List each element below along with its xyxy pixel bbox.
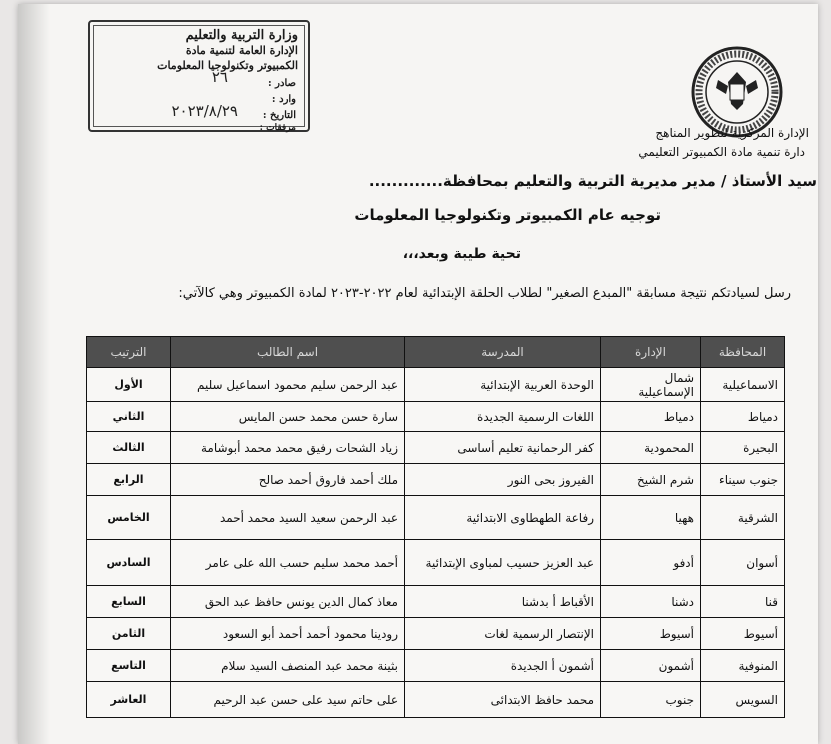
cell-school: الأقباط أ بدشنا: [405, 586, 601, 618]
cell-governorate: البحيرة: [701, 432, 785, 464]
cell-rank: السابع: [87, 586, 171, 618]
cell-administration: أدفو: [601, 540, 701, 586]
cell-governorate: قنا: [701, 586, 785, 618]
table-row: [87, 496, 785, 540]
cell-student-name: رودينا محمود أحمد أحمد أبو السعود: [171, 618, 405, 650]
results-table: [86, 336, 785, 718]
cell-school: محمد حافظ الابتدائى: [405, 682, 601, 718]
table-row: [87, 540, 785, 586]
header-rank: الترتيب: [87, 337, 171, 368]
cell-rank: التاسع: [87, 650, 171, 682]
cell-student-name: ملك أحمد فاروق أحمد صالح: [171, 464, 405, 496]
cell-student-name: أحمد محمد سليم حسب الله على عامر: [171, 540, 405, 586]
cell-governorate: أسوان: [701, 540, 785, 586]
cell-rank: الرابع: [87, 464, 171, 496]
cell-administration: أسيوط: [601, 618, 701, 650]
cell-school: الفيروز بحى النور: [405, 464, 601, 496]
table-row: [87, 464, 785, 496]
cell-student-name: سارة حسن محمد حسن المايس: [171, 402, 405, 432]
cell-student-name: معاذ كمال الدين يونس حافظ عبد الحق: [171, 586, 405, 618]
cell-governorate: الشرقية: [701, 496, 785, 540]
intro-paragraph: رسل لسيادتكم نتيجة مسابقة "المبدع الصغير" لطلاب الحلقة الإبتدائية لعام ٢٠٢٢-٢٠٢٣ لمادة الكمبيوتر وهي كالآتي:: [178, 286, 791, 301]
table-row: [87, 402, 785, 432]
cell-rank: الثالث: [87, 432, 171, 464]
cell-rank: الثامن: [87, 618, 171, 650]
stamp-number-handwritten: ٢٦: [211, 68, 228, 86]
header-department-1: الإدارة المركزية لتطوير المناهج: [655, 126, 809, 140]
cell-administration: دشنا: [601, 586, 701, 618]
cell-student-name: بثينة محمد عبد المنصف السيد سلام: [171, 650, 405, 682]
cell-student-name: زياد الشحات رفيق محمد محمد أبوشامة: [171, 432, 405, 464]
cell-administration: دمياط: [601, 402, 701, 432]
addressee-line: سيد الأستاذ / مدير مديرية التربية والتعليم بمحافظة.............: [368, 172, 817, 190]
stamp-field-date: التاريخ :: [262, 110, 296, 121]
cell-governorate: دمياط: [701, 402, 785, 432]
cell-rank: السادس: [87, 540, 171, 586]
table-row: [87, 650, 785, 682]
cell-student-name: على حاتم سيد على حسن عبد الرحيم: [171, 682, 405, 718]
table-row: [87, 618, 785, 650]
cell-governorate: أسيوط: [701, 618, 785, 650]
cc-line: توجيه عام الكمبيوتر وتكنولوجيا المعلومات: [354, 206, 661, 224]
table-row: [87, 368, 785, 402]
cell-school: عبد العزيز حسيب لمباوى الإبتدائية: [405, 540, 601, 586]
cell-governorate: السويس: [701, 682, 785, 718]
stamp-field-number: صادر :: [267, 78, 296, 89]
header-department-2: دارة تنمية مادة الكمبيوتر التعليمي: [638, 145, 805, 159]
cell-school: اللغات الرسمية الجديدة: [405, 402, 601, 432]
stamp-date-handwritten: ٢٠٢٣/٨/٢٩: [171, 102, 238, 120]
header-student-name: اسم الطالب: [171, 337, 405, 368]
stamp-subject: الكمبيوتر وتكنولوجيا المعلومات: [157, 59, 298, 72]
stamp-ministry: وزارة التربية والتعليم: [185, 28, 298, 43]
table-row: [87, 432, 785, 464]
cell-rank: العاشر: [87, 682, 171, 718]
cell-administration: أشمون: [601, 650, 701, 682]
cell-school: رفاعة الطهطاوى الابتدائية: [405, 496, 601, 540]
cell-rank: الثاني: [87, 402, 171, 432]
official-stamp: [88, 20, 310, 132]
cell-rank: الخامس: [87, 496, 171, 540]
header-administration: الإدارة: [601, 337, 701, 368]
cell-student-name: عبد الرحمن سليم محمود اسماعيل سليم: [171, 368, 405, 402]
header-governorate: المحافظة: [701, 337, 785, 368]
cell-governorate: الاسماعيلية: [701, 368, 785, 402]
cell-school: كفر الرحمانية تعليم أساسى: [405, 432, 601, 464]
stamp-field-attachments: مرفقات :: [259, 123, 296, 133]
cell-administration: جنوب: [601, 682, 701, 718]
cell-administration: المحمودية: [601, 432, 701, 464]
cell-rank: الأول: [87, 368, 171, 402]
cell-administration: شمال الإسماعيلية: [601, 368, 701, 402]
cell-governorate: جنوب سيناء: [701, 464, 785, 496]
ministry-logo-icon: [688, 46, 786, 138]
cell-school: أشمون أ الجديدة: [405, 650, 601, 682]
cell-administration: شرم الشيخ: [601, 464, 701, 496]
cell-governorate: المنوفية: [701, 650, 785, 682]
stamp-field-warid: وارد :: [271, 94, 296, 105]
table-header-row: [87, 337, 785, 368]
table-row: [87, 586, 785, 618]
header-school: المدرسة: [405, 337, 601, 368]
cell-student-name: عبد الرحمن سعيد السيد محمد أحمد: [171, 496, 405, 540]
cell-school: الوحدة العربية الإبتدائية: [405, 368, 601, 402]
table-row: [87, 682, 785, 718]
stamp-department: الإدارة العامة لتنمية مادة: [185, 44, 298, 57]
cell-administration: ههيا: [601, 496, 701, 540]
greeting-line: تحية طيبة وبعد،،،: [402, 246, 521, 262]
cell-school: الإنتصار الرسمية لغات: [405, 618, 601, 650]
